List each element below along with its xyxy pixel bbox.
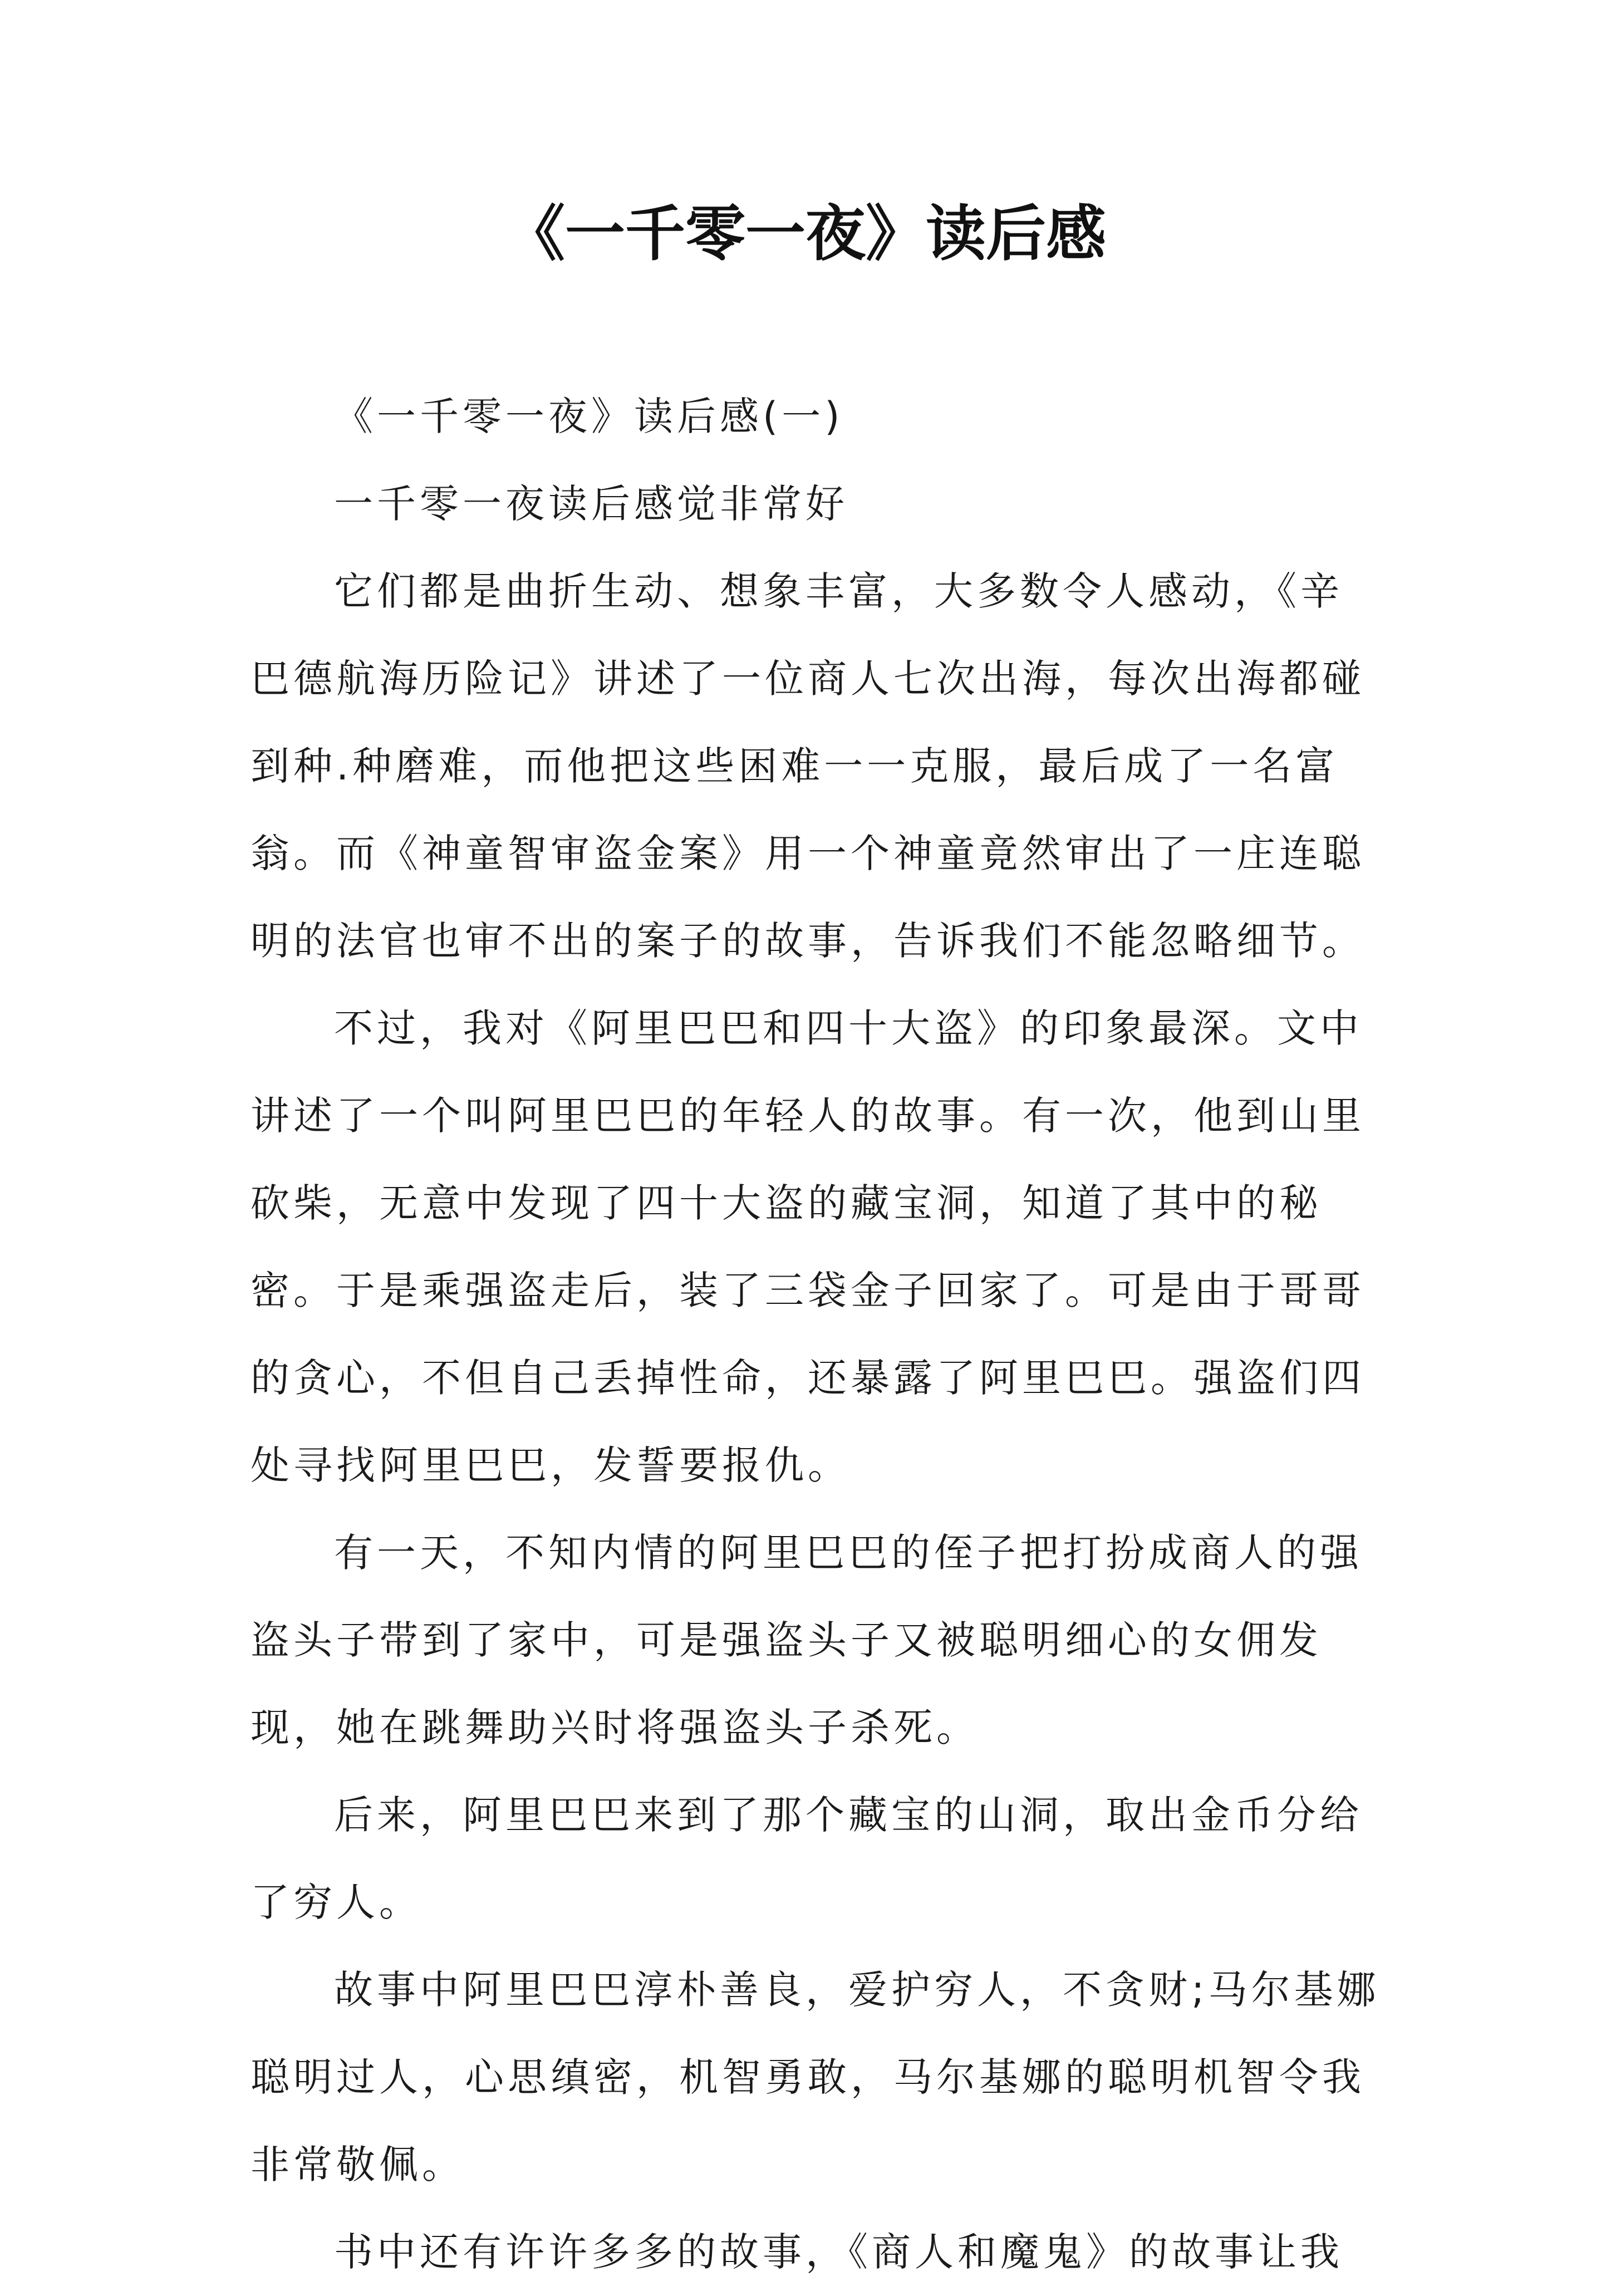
paragraph-character-traits: 故事中阿里巴巴淳朴善良，爱护穷人，不贪财;马尔基娜聪明过人，心思缜密，机智勇敢，马尔基娜的聪明机智令我非常敬佩。 xyxy=(251,1967,1380,2187)
paragraph-subtitle: 《一千零一夜》读后感(一) xyxy=(334,394,844,439)
document-title: 《一千零一夜》读后感 xyxy=(504,199,1106,269)
paragraph-later: 后来，阿里巴巴来到了那个藏宝的山洞，取出金币分给了穷人。 xyxy=(251,1792,1363,1925)
paragraph-nephew: 有一天，不知内情的阿里巴巴的侄子把打扮成商人的强盗头子带到了家中，可是强盗头子又被聪明细心的女佣发现，她在跳舞助兴时将强盗头子杀死。 xyxy=(251,1530,1363,1750)
paragraph-intro: 一千零一夜读后感觉非常好 xyxy=(334,481,848,527)
document-body xyxy=(251,373,1381,2296)
paragraph-more-stories: 书中还有许许多多的故事，《商人和魔鬼》的故事让我 xyxy=(334,2229,1343,2275)
paragraph-stories-overview: 它们都是曲折生动、想象丰富，大多数令人感动，《辛巴德航海历险记》讲述了一位商人七次出海，每次出海都碰到种.种磨难，而他把这些困难一一克服，最后成了一名富翁。而《神童智审盗金案》用一个神童竟然审出了一庄连聪明的法官也审不出的案子的故事，告诉我们不能忽略细节。 xyxy=(251,568,1365,964)
paragraph-ali-baba: 不过，我对《阿里巴巴和四十大盗》的印象最深。文中讲述了一个叫阿里巴巴的年轻人的故事。有一次，他到山里砍柴，无意中发现了四十大盗的藏宝洞，知道了其中的秘密。于是乘强盗走后，装了三袋金子回家了。可是由于哥哥的贪心，不但自己丢掉性命，还暴露了阿里巴巴。强盗们四处寻找阿里巴巴，发誓要报仇。 xyxy=(251,1005,1365,1488)
